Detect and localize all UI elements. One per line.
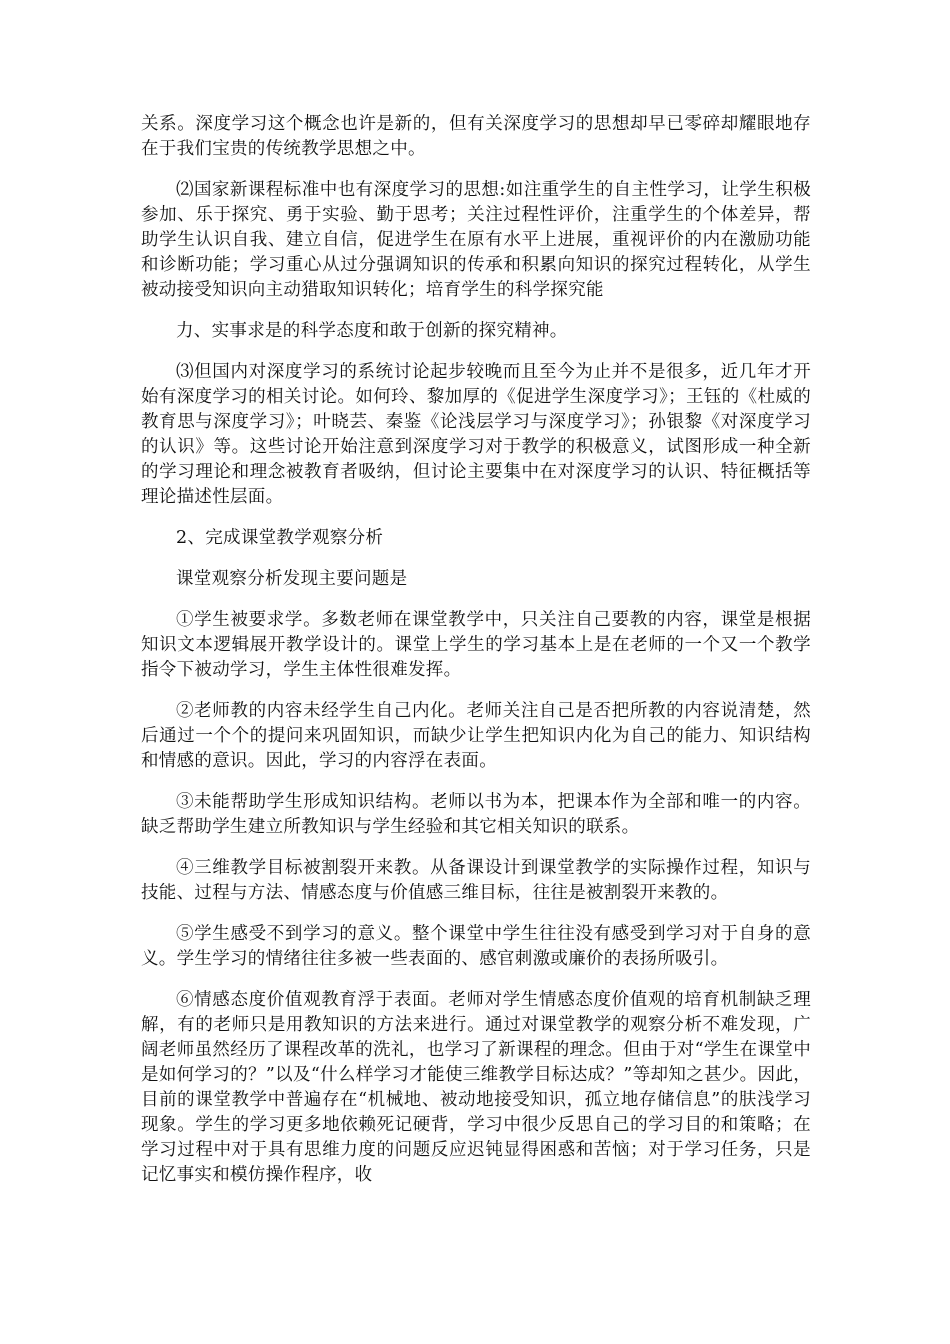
list-item-problem-3: ③未能帮助学生形成知识结构。老师以书为本，把课本作为全部和唯一的内容。缺乏帮助学生建立所教知识与学生经验和其它相关知识的联系。 <box>141 792 811 837</box>
list-item-problem-4: ④三维教学目标被割裂开来教。从备课设计到课堂教学的实际操作过程，知识与技能、过程与方法、情感态度与价值感三维目标，往往是被割裂开来教的。 <box>141 858 811 903</box>
list-item-problem-1: ①学生被要求学。多数老师在课堂教学中，只关注自己要教的内容，课堂是根据知识文本逻辑展开教学设计的。课堂上学生的学习基本上是在老师的一个又一个教学指令下被动学习，学生主体性很难发挥。 <box>141 610 811 680</box>
paragraph-observation-intro: 课堂观察分析发现主要问题是 <box>176 569 408 589</box>
section-heading-classroom-observation: 2、完成课堂教学观察分析 <box>176 528 384 548</box>
paragraph-national-curriculum: ⑵国家新课程标准中也有深度学习的思想:如注重学生的自主性学习，让学生积极参加、乐于探究、勇于实验、勤于思考；关注过程性评价，注重学生的个体差异，帮助学生认识自我、建立自信，促进学生在原有水平上进展，重视评价的内在激励功能和诊断功能；学习重心从过分强调知识的传承和积累向知识的探究过程转化，从学生被动接受知识向主动猎取知识转化；培育学生的科学探究能 <box>141 180 811 300</box>
paragraph-continuation: 关系。深度学习这个概念也许是新的，但有关深度学习的思想却早已零碎却耀眼地存在于我们宝贵的传统教学思想之中。 <box>141 114 811 159</box>
paragraph-domestic-research: ⑶但国内对深度学习的系统讨论起步较晚而且至今为止并不是很多，近几年才开始有深度学习的相关讨论。如何玲、黎加厚的《促进学生深度学习》；王钰的《杜威的教育思与深度学习》；叶晓芸、秦鉴《论浅层学习与深度学习》；孙银黎《对深度学习的认识》等。这些讨论开始注意到深度学习对于教学的积极意义，试图形成一种全新的学习理论和理念被教育者吸纳，但讨论主要集中在对深度学习的认识、特征概括等理论描述性层面。 <box>141 362 811 507</box>
list-item-problem-6: ⑥情感态度价值观教育浮于表面。老师对学生情感态度价值观的培育机制缺乏理解，有的老师只是用教知识的方法来进行。通过对课堂教学的观察分析不难发现，广阔老师虽然经历了课程改革的洗礼，也学习了新课程的理念。但由于对“学生在课堂中是如何学习的？”以及“什么样学习才能使三维教学目标达成？”等却知之甚少。因此，目前的课堂教学中普遍存在“机械地、被动地接受知识，孤立地存储信息”的肤浅学习现象。学生的学习更多地依赖死记硬背，学习中很少反思自己的学习目的和策略；在学习过程中对于具有思维力度的问题反应迟钝显得困惑和苦恼；对于学习任务，只是记忆事实和模仿操作程序，收 <box>141 990 811 1185</box>
paragraph-scientific-attitude: 力、实事求是的科学态度和敢于创新的探究精神。 <box>176 321 568 341</box>
list-item-problem-2: ②老师教的内容未经学生自己内化。老师关注自己是否把所教的内容说清楚，然后通过一个个的提问来巩固知识，而缺少让学生把知识内化为自己的能力、知识结构和情感的意识。因此，学习的内容浮在表面。 <box>141 701 811 771</box>
document-page <box>141 112 811 1204</box>
list-item-problem-5: ⑤学生感受不到学习的意义。整个课堂中学生往往没有感受到学习对于自身的意义。学生学习的情绪往往多被一些表面的、感官刺激或廉价的表扬所吸引。 <box>141 924 811 969</box>
